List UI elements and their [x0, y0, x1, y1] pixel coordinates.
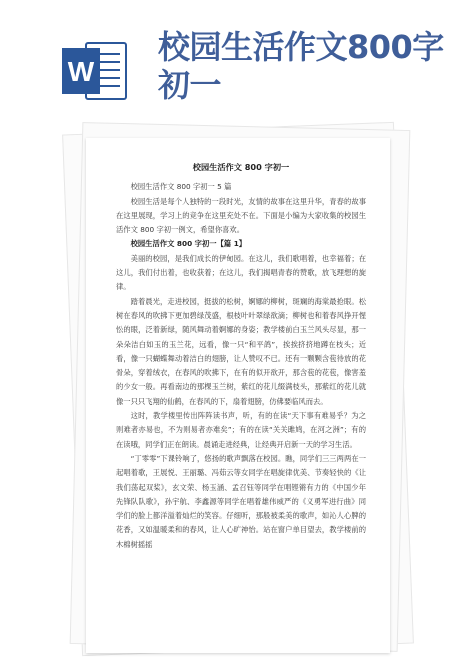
page-title: 校园生活作文 800 字初一: [192, 162, 290, 172]
word-document-icon: [62, 40, 128, 102]
header: [0, 0, 474, 120]
document-content: [116, 160, 366, 552]
document-page: [86, 138, 390, 653]
document-header-title: 校园生活作文800字初一: [158, 28, 444, 104]
body-paragraph: “丁零零”下课铃响了，悠扬的歌声飘落在校园。瞧，同学们三三两两在一起唱着歌，王展悦、王丽璐、冯茹云等女同学在唱旋律优美、节奏轻快的《让我们荡起双桨》，玄文荣、杨玉涵、孟召钰等同学在唱铿锵有力的《中国少年先锋队队歌》，孙宇航、李鑫源等同学在唱着雄伟威严的《义勇军进行曲》同学们的脸上都洋溢着灿烂的笑容。仔细听，那般被柔美的歌声，如沁人心脾的花香，又如温暖柔和的春风，让人心旷神怡。站在窗户单目望去，教学楼前的木棉树摇摇: [116, 453, 366, 549]
body-paragraph: 踏着晨光，走进校园，挺拔的松树，婀娜的柳树，斑斓的海棠最抢眼。松树在春风的吹拂下更加碧绿茂盛，根枝叶叶翠绿欲滴；柳树也和着春风挣开惺忪的眼，泛着新绿，随风舞动着婀娜的身姿；教学楼前白玉兰风头尽显，那一朵朵洁白如玉的玉兰花，远看，像一只“和平鸽”，挨挨挤挤地蹲在枝头；近看，像一只蝴蝶舞动着洁白的翅膀，让人赞叹不已。还有一颗颗含苞待放的花骨朵，穿着绒衣，在春风的吹拂下，在有的似开欲开，那含苞的花苞，像害羞的少女一般。再看南边的那棵玉兰树，紫红的花儿缀满枝头，那紫红的花儿就像一只只飞翔的仙鹤，在春风的下，扇着翅膀，仿佛要临风而去。: [116, 296, 366, 406]
word-icon-letter: W: [67, 56, 95, 87]
body-paragraph: 这时，教学楼里传出阵阵读书声，听，有的在读“天下事有难易乎？为之则难者亦易也，不为则易者亦难矣”；有的在读“关关雎鸠，在河之洲”；有的在读哦，同学们正在朗读。晨诵走进经典，让经典开启新一天的学习生活。: [116, 411, 366, 449]
document-subtitle: 校园生活作文 800 字初一 5 篇: [130, 182, 232, 192]
section-heading: 校园生活作文 800 字初一【篇 1】: [130, 239, 247, 249]
intro-paragraph: 校园生活是每个人独特的一段时光，友情的故事在这里升华，青春的故事在这里展现，学习上的竞争在这里充处不在。下面是小编为大家收集的校园生活作文 800 字初一例文，希望你喜欢。: [116, 196, 366, 235]
body-paragraph: 美丽的校园，是我们成长的伊甸园。在这儿，我们歌唱着，也幸福着；在这儿，我们付出着，也收获着；在这儿，我们揭唱青春的赞歌，放飞理想的旋律。: [116, 253, 366, 292]
